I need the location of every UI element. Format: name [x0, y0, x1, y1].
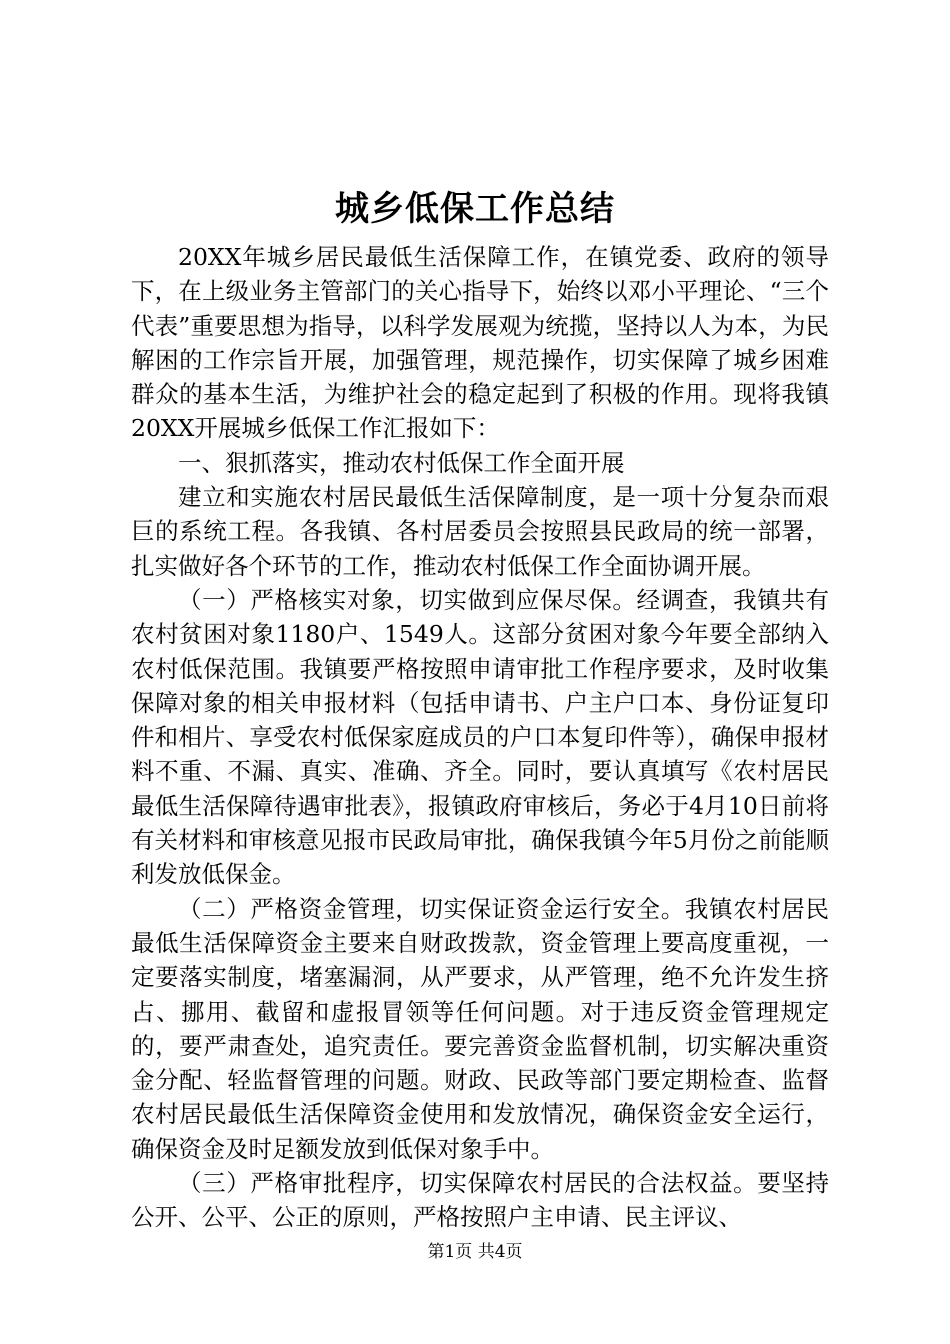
paragraph-item-2: （二）严格资金管理，切实保证资金运行安全。我镇农村居民最低生活保障资金主要来自财政拨款，资金管理上要高度重视，一定要落实制度，堵塞漏洞，从严要求，从严管理，绝不允许发生挤占、挪用、截留和虚报冒领等任何问题。对于违反资金管理规定的，要严肃查处，追究责任。要完善资金监督机制，切实解决重资金分配、轻监督管理的问题。财政、民政等部门要定期检查、监督农村居民最低生活保障资金使用和发放情况，确保资金安全运行，确保资金及时足额发放到低保对象手中。 [131, 894, 829, 1163]
section-heading-1: 一、狠抓落实，推动农村低保工作全面开展 [178, 448, 625, 477]
document-body [131, 240, 829, 1235]
paragraph-item-3: （三）严格审批程序，切实保障农村居民的合法权益。要坚持公开、公平、公正的原则，严格按照户主申请、民主评议、 [131, 1169, 829, 1232]
paragraph-section-1: 建立和实施农村居民最低生活保障制度，是一项十分复杂而艰巨的系统工程。各我镇、各村居委员会按照县民政局的统一部署，扎实做好各个环节的工作，推动农村低保工作全面协调开展。 [131, 483, 829, 580]
paragraph-intro: 20XX年城乡居民最低生活保障工作，在镇党委、政府的领导下，在上级业务主管部门的关心指导下，始终以邓小平理论、“三个代表”重要思想为指导，以科学发展观为统揽，坚持以人为本，为民解困的工作宗旨开展，加强管理，规范操作，切实保障了城乡困难群众的基本生活，为维护社会的稳定起到了积极的作用。现将我镇20XX开展城乡低保工作汇报如下： [131, 243, 829, 443]
paragraph-item-1: （一）严格核实对象，切实做到应保尽保。经调查，我镇共有农村贫困对象1180户、1549人。这部分贫困对象今年要全部纳入农村低保范围。我镇要严格按照申请审批工作程序要求，及时收集保障对象的相关申报材料（包括申请书、户主户口本、身份证复印件和相片、享受农村低保家庭成员的户口本复印件等），确保申报材料不重、不漏、真实、准确、齐全。同时，要认真填写《农村居民最低生活保障待遇审批表》，报镇政府审核后，务必于4月10日前将有关材料和审核意见报市民政局审批，确保我镇今年5月份之前能顺利发放低保金。 [131, 585, 829, 889]
page-number-footer: 第1页 共4页 [427, 1242, 523, 1262]
document-title: 城乡低保工作总结 [335, 189, 615, 229]
